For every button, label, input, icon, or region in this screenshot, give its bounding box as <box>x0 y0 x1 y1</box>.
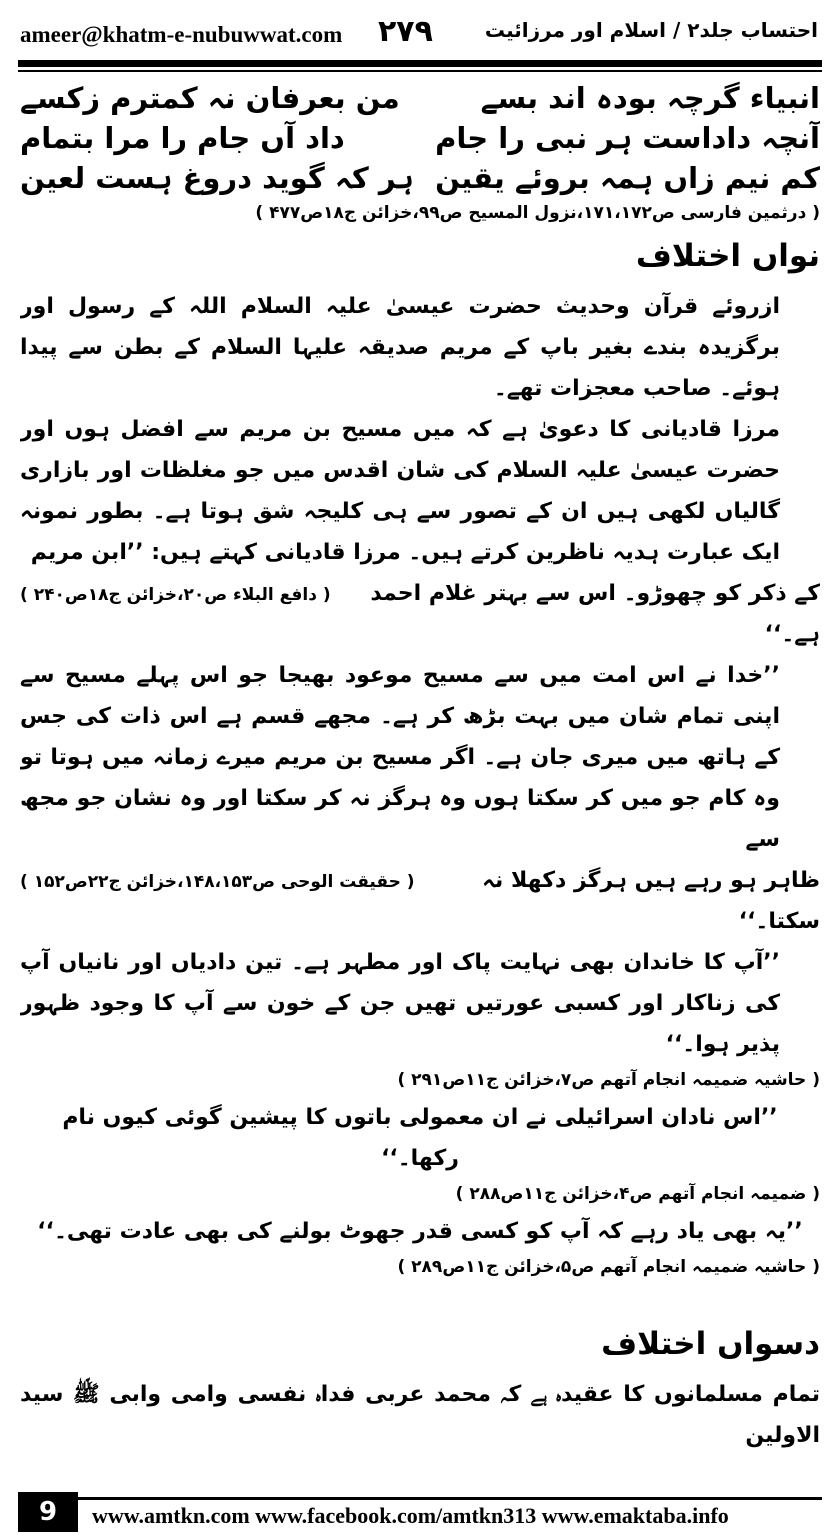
citation: ( حقیقت الوحی ص۱۴۸،۱۵۳،خزائن ج۲۲ص۱۵۲ ) <box>20 872 415 892</box>
paragraph: ازروئے قرآن وحدیث حضرت عیسیٰ علیہ السلام اللہ کے رسول اور برگزیدہ بندے بغیر باپ کے مریم صدیقہ علیہا السلام کے بطن سے پیدا ہوئے۔ صاحب معجزات تھے۔ <box>20 294 780 401</box>
quote-text: ظاہر ہو رہے ہیں ہرگز دکھلا نہ سکتا۔‘‘ <box>482 868 820 934</box>
section-heading-tenth: دسواں اختلاف <box>601 1326 820 1362</box>
section-heading-ninth: نواں اختلاف <box>635 238 820 274</box>
paragraph: ’’آپ کا خاندان بھی نہایت پاک اور مطہر ہے۔ تین دادیاں اور نانیاں آپ کی زناکار اور کسبی عورتیں تھیں جن کے خون سے آپ کا وجود ظہور پذیر ہوا۔‘‘ <box>20 950 780 1057</box>
header-rule-thin <box>18 70 822 72</box>
header-email: ameer@khatm-e-nubuwwat.com <box>20 22 343 47</box>
verse-line <box>20 158 820 198</box>
spacer <box>20 1284 820 1318</box>
quote-with-citation <box>20 860 820 942</box>
verse-left: من بعرفان نہ کمترم زکسے <box>20 81 400 115</box>
verse-line <box>20 78 820 118</box>
quote-text: کے ذکر کو چھوڑو۔ اس سے بہتر غلام احمد ہے۔‘‘ <box>370 581 820 647</box>
quote-text: ’’اس نادان اسرائیلی نے ان معمولی باتوں کا پیشین گوئی کیوں نام رکھا۔‘‘ <box>62 1105 778 1171</box>
header-rule-thick <box>18 60 822 67</box>
citation: ( حاشیہ ضمیمہ انجام آتھم ص۷،خزائن ج۱۱ص۲۹۱ ) <box>397 1070 820 1090</box>
verse-line <box>20 118 820 158</box>
verse-left: داد آں جام را مرا بتمام <box>20 121 345 155</box>
citation: ( دافع البلاء ص۲۰،خزائن ج۱۸ص۲۴۰ ) <box>20 585 331 605</box>
book-title: احتساب جلد۲ / اسلام اور مرزائیت <box>484 18 818 42</box>
quote-text: ’’یہ بھی یاد رہے کہ آپ کو کسی قدر جھوٹ بولنے کی بھی عادت تھی۔‘‘ <box>37 1219 803 1244</box>
footer-urls: www.amtkn.com www.facebook.com/amtkn313 www.emaktaba.info <box>92 1503 729 1528</box>
paragraph: تمام مسلمانوں کا عقیدہ ہے کہ محمد عربی فداہ نفسی وامی وابی ﷺ سید الاولین <box>20 1382 820 1448</box>
verse-left: ہر کہ گوید دروغ ہست لعین <box>20 161 414 195</box>
citation: ( حاشیہ ضمیمہ انجام آتھم ص۵،خزائن ج۱۱ص۲۸۹ ) <box>397 1257 820 1277</box>
verse-right: کم نیم زاں ہمہ بروئے یقین <box>435 161 820 195</box>
footer-rule <box>78 1497 822 1500</box>
verse-right: آنچہ داداست ہر نبی را جام <box>435 121 820 155</box>
page-header <box>0 0 840 62</box>
page-number: ۲۷۹ <box>378 14 433 49</box>
footer-page-box: 9 <box>18 1492 78 1532</box>
paragraph: ’’خدا نے اس امت میں سے مسیح موعود بھیجا جو اس پہلے مسیح سے اپنی تمام شان میں بہت بڑھ کر ہے۔ مجھے قسم ہے اس ذات کی جس کے ہاتھ میں میری جان ہے۔ اگر مسیح بن مریم میرے زمانہ میں ہوتا تو وہ کام جو میں کر سکتا ہوں وہ ہرگز نہ کر سکتا اور وہ نشان جو مجھ سے <box>20 663 780 852</box>
verse-right: انبیاء گرچہ بودہ اند بسے <box>480 81 820 115</box>
quote-with-citation <box>20 573 820 655</box>
verse-reference: ( درثمین فارسی ص۱۷۱،۱۷۲،نزول المسیح ص۹۹،خزائن ج۱۸ص۴۷۷ ) <box>255 203 820 223</box>
paragraph: مرزا قادیانی کا دعویٰ ہے کہ میں مسیح بن مریم سے افضل ہوں اور حضرت عیسیٰ علیہ السلام کی شان اقدس میں جو مغلظات اور بازاری گالیاں لکھی ہیں ان کے تصور سے ہی کلیجہ شق ہوتا ہے۔ بطور نمونہ ایک عبارت ہدیہ ناظرین کرتے ہیں۔ مرزا قادیانی کہتے ہیں: ’’ابن مریم <box>20 417 780 565</box>
citation: ( ضمیمہ انجام آتھم ص۴،خزائن ج۱۱ص۲۸۸ ) <box>455 1184 820 1204</box>
page-content <box>20 78 820 1468</box>
